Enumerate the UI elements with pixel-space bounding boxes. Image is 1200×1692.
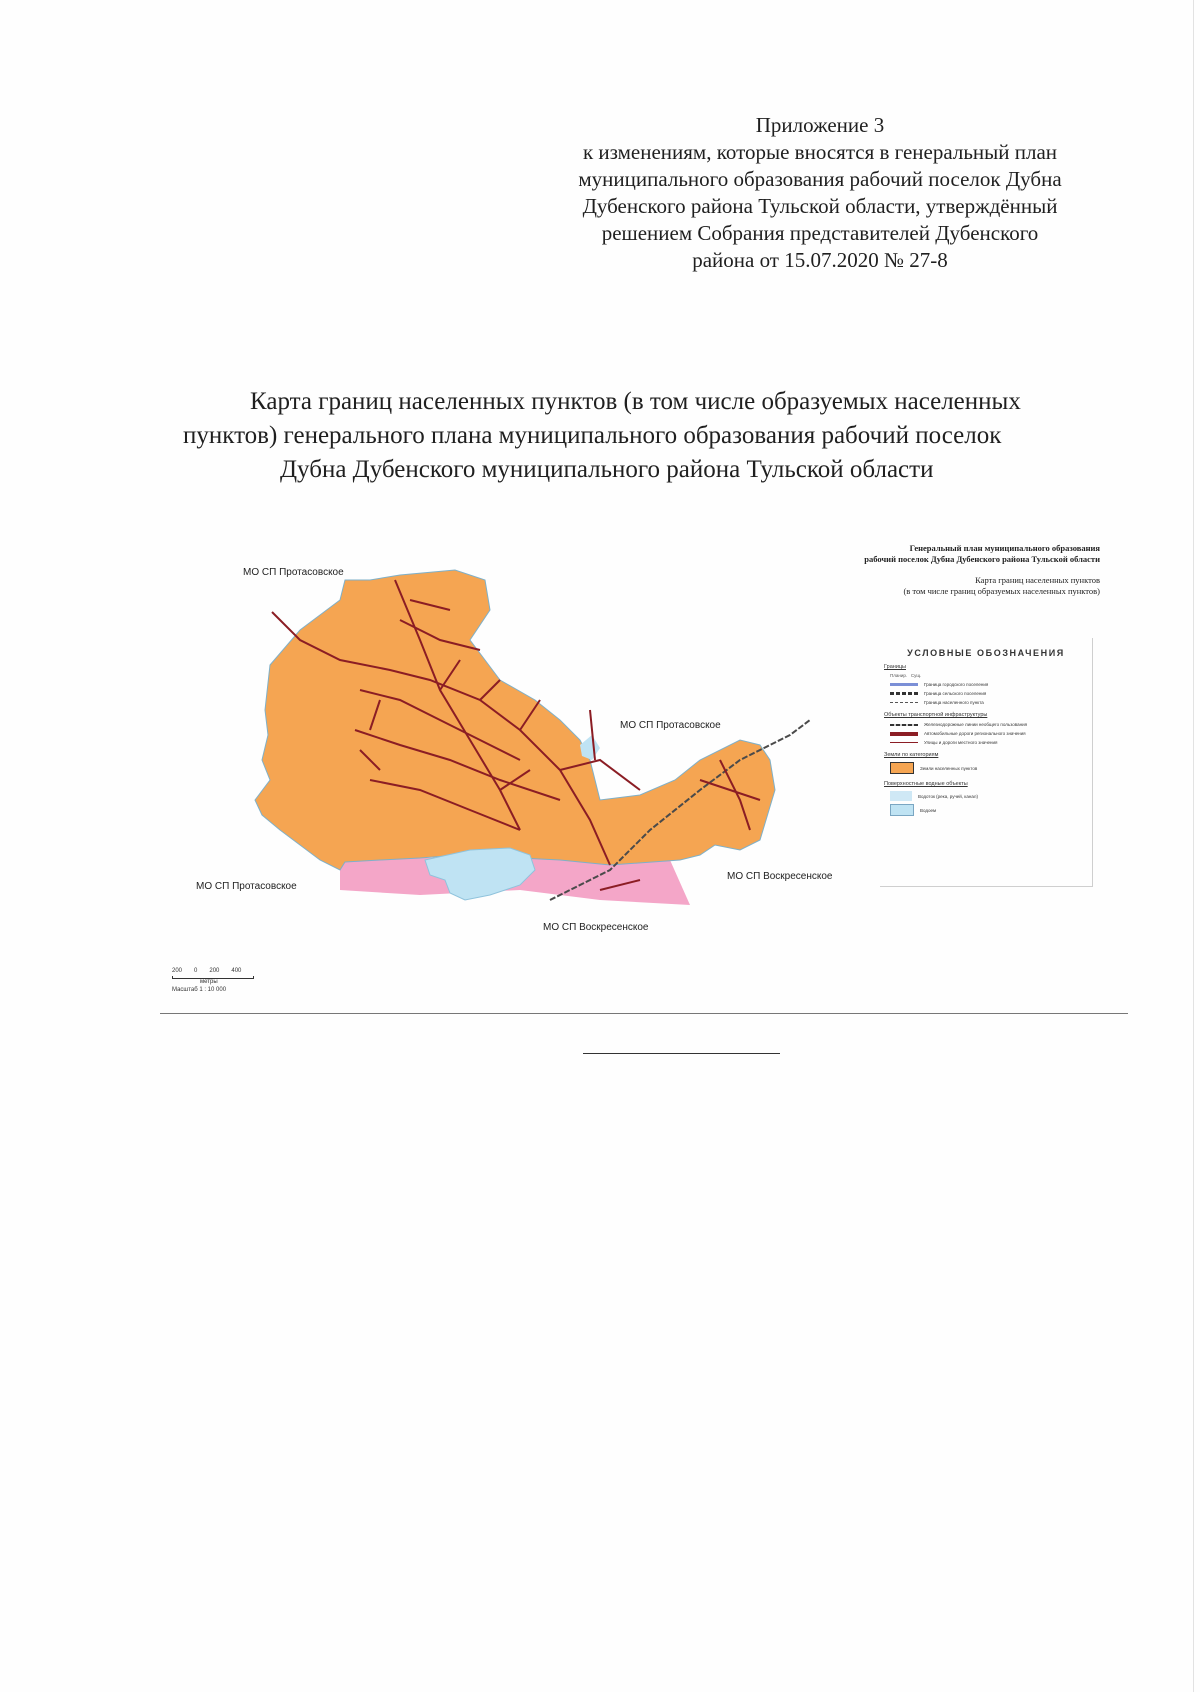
legend-row: [890, 739, 1092, 746]
region-label-se: МО СП Воскресенское: [727, 871, 833, 882]
appendix-line: района от 15.07.2020 № 27-8: [692, 248, 948, 272]
legend-row: [890, 699, 1092, 706]
water-body-swatch: [890, 804, 914, 816]
legend-item-label: Автомобильные дороги регионального значения: [924, 731, 1026, 736]
regional-road-symbol: [890, 732, 918, 736]
region-label-nw: МО СП Протасовское: [243, 567, 344, 578]
city-border-symbol: [890, 683, 918, 686]
legend-row: [890, 690, 1092, 697]
legend-section-land: Земли по категориям: [884, 752, 939, 758]
region-label-ne: МО СП Протасовское: [620, 720, 721, 731]
legend-row: [890, 790, 1092, 802]
plan-header: [840, 543, 1100, 597]
region-label-sw: МО СП Протасовское: [196, 881, 297, 892]
title-line: Карта границ населенных пунктов (в том числе образуемых населенных: [250, 388, 1021, 415]
legend-section-borders: Границы: [884, 664, 906, 670]
pond: [580, 735, 600, 760]
legend-item-label: Железнодорожные линии необщего пользования: [924, 722, 1028, 727]
scale-tick: 400: [231, 968, 242, 974]
appendix-line: к изменениям, которые вносятся в генеральный план: [582, 140, 1058, 164]
appendix-line: муниципального образования рабочий поселок Дубна: [578, 167, 1062, 191]
railway-symbol: [890, 724, 918, 726]
rural-border-symbol: [890, 692, 918, 695]
appendix-line: решением Собрания представителей Дубенского: [601, 221, 1039, 245]
legend-item-label: Водоем: [920, 807, 937, 813]
watercourse-swatch: [890, 791, 912, 801]
plan-header-line: Карта границ населенных пунктов: [975, 575, 1100, 585]
region-label-s: МО СП Воскресенское: [543, 922, 649, 933]
map-legend: [880, 638, 1093, 887]
scale-tick: 200: [209, 968, 220, 974]
title-line: пунктов) генерального плана муниципального образования рабочий поселок: [183, 422, 1002, 449]
legend-row: [890, 681, 1092, 688]
scale-bar: [172, 968, 254, 993]
legend-columns: [890, 673, 1092, 678]
legend-item-label: Земли населенных пунктов: [920, 765, 978, 771]
legend-row: [890, 804, 1092, 816]
legend-title: УСЛОВНЫЕ ОБОЗНАЧЕНИЯ: [907, 648, 1065, 658]
scale-label: Масштаб 1 : 10 000: [172, 987, 227, 993]
title-line: Дубна Дубенского муниципального района Тульской области: [280, 456, 934, 483]
legend-item-label: Улицы и дороги местного значения: [924, 740, 998, 745]
legend-row: [890, 721, 1092, 728]
legend-item-label: Граница населенного пункта: [924, 700, 984, 705]
map-bottom-rule: [160, 1013, 1128, 1014]
plan-header-line: Генеральный план муниципального образования: [909, 543, 1100, 553]
legend-col-planned: Планир.: [890, 673, 908, 678]
appendix-line: Дубенского района Тульской области, утверждённый: [582, 194, 1058, 218]
legend-item-label: Граница городского поселения: [924, 682, 989, 687]
legend-row: [890, 730, 1092, 737]
scale-unit: метры: [200, 979, 218, 985]
appendix-line: Приложение 3: [755, 113, 885, 137]
plan-header-line: рабочий поселок Дубна Дубенского района Тульской области: [864, 554, 1100, 564]
end-rule: [583, 1053, 780, 1054]
settlement-border-symbol: [890, 702, 918, 703]
legend-item-label: Граница сельского поселения: [924, 691, 987, 696]
scale-tick: 200: [172, 968, 183, 974]
legend-section-transport: Объекты транспортной инфраструктуры: [884, 712, 988, 718]
settlement-land-swatch: [890, 762, 914, 774]
local-road-symbol: [890, 742, 918, 744]
legend-col-existing: Сущ.: [910, 673, 922, 678]
legend-section-water: Поверхностные водные объекты: [884, 781, 968, 787]
legend-item-label: Водоток (река, ручей, канал): [918, 793, 978, 799]
plan-header-line: (в том числе границ образуемых населенных пунктов): [903, 586, 1100, 596]
scale-tick: 0: [194, 968, 198, 974]
scale-ticks: [172, 968, 254, 974]
legend-row: [890, 761, 1092, 775]
